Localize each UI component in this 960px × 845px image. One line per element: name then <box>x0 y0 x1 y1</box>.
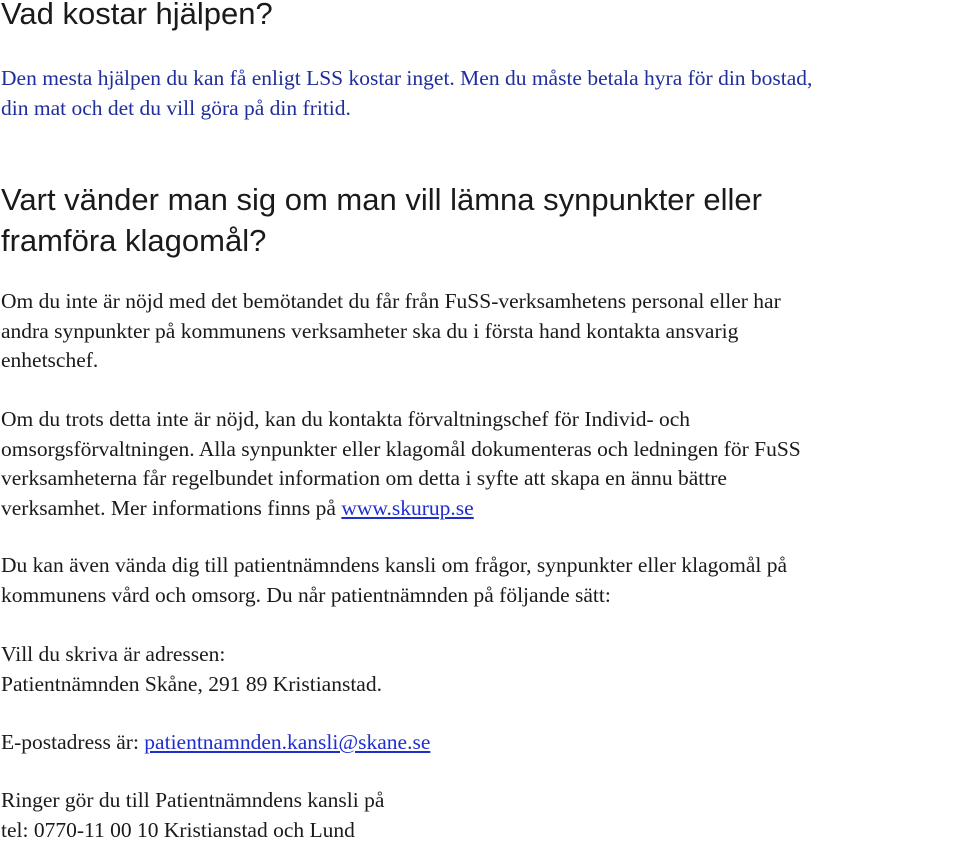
email-label: E-postadress är: <box>1 730 144 754</box>
email-link[interactable]: patientnamnden.kansli@skane.se <box>144 730 430 754</box>
phone-value: tel: 0770-11 00 10 Kristianstad och Lund <box>1 816 957 845</box>
paragraph-line <box>1 494 957 524</box>
paragraph-line: enhetschef. <box>1 346 957 376</box>
skurup-link[interactable]: www.skurup.se <box>341 496 473 520</box>
address-value: Patientnämnden Skåne, 291 89 Kristianstad. <box>1 670 957 700</box>
phone-label: Ringer gör du till Patientnämndens kansli på <box>1 786 957 816</box>
paragraph-line: Om du inte är nöjd med det bemötandet du får från FuSS-verksamhetens personal eller har <box>1 287 957 317</box>
paragraph-line: Du kan även vända dig till patientnämndens kansli om frågor, synpunkter eller klagomål på <box>1 551 957 581</box>
paragraph-line: Om du trots detta inte är nöjd, kan du kontakta förvaltningschef för Individ- och <box>1 405 957 435</box>
paragraph-phone <box>1 786 957 845</box>
paragraph-line: kommunens vård och omsorg. Du når patientnämnden på följande sätt: <box>1 581 957 611</box>
paragraph-line: din mat och det du vill göra på din fritid. <box>1 94 957 124</box>
paragraph-line: omsorgsförvaltningen. Alla synpunkter eller klagomål dokumenteras och ledningen för FuSS <box>1 435 957 465</box>
paragraph-email <box>1 728 957 758</box>
address-label: Vill du skriva är adressen: <box>1 640 957 670</box>
paragraph-address <box>1 640 957 699</box>
email-line <box>1 728 957 758</box>
heading-cost: Vad kostar hjälpen? <box>1 0 273 34</box>
paragraph-patient-board <box>1 551 957 610</box>
heading-line: Vart vänder man sig om man vill lämna synpunkter eller <box>1 179 881 220</box>
paragraph-escalation <box>1 405 957 523</box>
heading-line: framföra klagomål? <box>1 220 881 261</box>
paragraph-line: andra synpunkter på kommunens verksamheter ska du i första hand kontakta ansvarig <box>1 317 957 347</box>
paragraph-cost <box>1 64 957 123</box>
heading-complaints <box>1 179 881 261</box>
paragraph-line: Den mesta hjälpen du kan få enligt LSS kostar inget. Men du måste betala hyra för din bostad, <box>1 64 957 94</box>
paragraph-line: verksamheterna får regelbundet information om detta i syfte att skapa en ännu bättre <box>1 464 957 494</box>
paragraph-satisfaction <box>1 287 957 376</box>
more-info-text: verksamhet. Mer informations finns på <box>1 496 341 520</box>
